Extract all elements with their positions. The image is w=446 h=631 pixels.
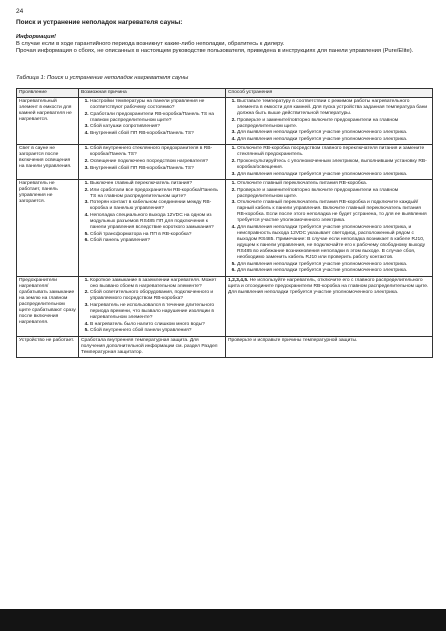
remedies-cell: Проверьте и исправьте причины температурной защиты. <box>226 336 433 357</box>
list-item: 3. Сбой катушки сопротивления? <box>90 124 223 130</box>
list-item: 1. Короткое замыкание в заземлении нагревателя. Может оно вызвано сбоем в нагревательном элементе? <box>90 278 223 290</box>
info-line-2: Прочая информация о сбоях, не описанных в настоящем руководстве пользователя, приведена в инструкциях для панели управления (Pure/Elite). <box>16 48 414 55</box>
list-item: 4. Неполадка специального выхода 12VDC на одном из модульных разъемов RS485 ПП для подключения к панели управления вследствие короткого замыкания? <box>90 213 223 231</box>
list-item: 1. Выключен главный переключатель питания? <box>90 181 223 187</box>
symptom-cell: Предохранители нагревателя/срабатывать замыкание на землю на главном распределительном щите срабатывают сразу после включения нагревателя. <box>17 276 79 336</box>
causes-cell <box>79 276 226 336</box>
list-item: 4. Для выявления неполадки требуется участие уполномоченного электрика. <box>237 137 430 143</box>
list-item: 2. Проверьте и замените/повторно включите предохранители на главном распределительном щите. <box>237 188 430 200</box>
table-row <box>17 145 433 180</box>
remedies-cell <box>226 180 433 277</box>
list-item: 1. Выставьте температуру в соответствии с режимом работы нагревательного элемента в емкости для камней. Для пуска устройства заданная температура бани должна быть выше действительной температуры. <box>237 99 430 117</box>
info-heading: Информация! <box>16 34 56 40</box>
remedies-lead: 1,2,3,4,5. <box>228 277 249 283</box>
table-row <box>17 276 433 336</box>
list-item: 1. Отключите главный переключатель питания RB-коробка. <box>237 181 430 187</box>
list-item: 2. Проконсультируйтесь с уполномоченным электриком, выполнившим установку RB-коробка/освещения. <box>237 159 430 171</box>
list-item: 2. Освещение подключено посредством нагревателя? <box>90 159 223 165</box>
table-row <box>17 336 433 357</box>
column-header: Способ устранения <box>226 89 433 98</box>
page-number: 24 <box>16 8 24 15</box>
causes-cell <box>79 180 226 277</box>
list-item: 5. Для выявления неполадки требуется участие уполномоченного электрика. <box>237 262 430 268</box>
list-item: 3. Нагреватель не использовался в течение длительного периода времени, что вызвало нарушение изоляции в нагревательном элементе? <box>90 303 223 321</box>
list-item: 5. Сбой внутреннего сбой панели управления? <box>90 328 223 334</box>
causes-cell <box>79 98 226 145</box>
list-item: 6. Сбой панель управления? <box>90 238 223 244</box>
page-title: Поиск и устранение неполадок нагревателя сауны: <box>16 19 183 26</box>
list-item: 3. Потерян контакт в кабельном соединении между RB-коробка и панелью управления? <box>90 200 223 212</box>
list-item: 1. Настройки температуры на панели управления не соответствуют рабочему состоянию? <box>90 99 223 111</box>
list-item: 3. Для выявления неполадки требуется участие уполномоченного электрика. <box>237 172 430 178</box>
list-item: 2. Сработали предохранители RB-коробка/Панель TS на главном распределительном щите? <box>90 112 223 124</box>
list-item: 5. Сбой трансформатора на ПП в RB-коробка? <box>90 232 223 238</box>
remedies-cell <box>226 98 433 145</box>
table-caption: Таблица 1: Поиск и устранение неполадок нагревателя сауны <box>16 75 189 81</box>
symptom-cell: Нагревательный элемент в емкости для камней нагревателя не нагревается. <box>17 98 79 145</box>
causes-cell <box>79 145 226 180</box>
table-header-row <box>17 89 433 98</box>
symptom-cell: Устройство не работает. <box>17 336 79 357</box>
causes-cell: Сработала внутренняя температурная защита. Для получения дополнительной информации см. раздел Раздел Температурная защитатор. <box>79 336 226 357</box>
remedies-text: Не используйте нагреватель, отключите его с главного распределительного щита и отсоедините предохранители RB-коробка на главном распределительном щите. Для выявления неполадки требуется участие уполномоченного электрика. <box>228 277 429 295</box>
remedies-cell <box>226 276 433 336</box>
info-line-1: В случае если в ходе гарантийного периода возникнут какие-либо неполадки, обратитесь к дилеру. <box>16 41 285 48</box>
list-item: 4. Для выявления неполадки требуется участие уполномоченного электрика, и неисправность выхода 12VDC указывает светодиод, расположенный рядом с выходом RS485. Примечание: В случае если неполадка возникает в кабеле RJ10, идущем к панели управления, не подключайте его к рабочему свободному выходу RS485 во избежание возникновения неполадки в этом выходе. В случае сбоя, необходимо заменить кабель RJ10 или проверить работу контактов. <box>237 225 430 261</box>
table-row <box>17 98 433 145</box>
table-row <box>17 180 433 277</box>
list-item: 3. Для выявления неполадки требуется участие уполномоченного электрика. <box>237 130 430 136</box>
list-item: 2. Сбой осветительного оборудования, подключенного и управляемого посредством RB-коробка? <box>90 290 223 302</box>
symptom-cell: Нагреватель не работает, панель управления не загорается. <box>17 180 79 277</box>
troubleshooting-table <box>16 88 433 358</box>
footer-bar <box>0 609 446 631</box>
list-item: 4. Внутренний сбой ПП RB-коробка/Панель TS? <box>90 131 223 137</box>
column-header: Проявление <box>17 89 79 98</box>
list-item: 1. Сбой внутреннего стеклянного предохранителя в RB-коробка/Панель TS? <box>90 146 223 158</box>
list-item: 1. Отключите RB-коробка посредством главного переключателя питания и замените стеклянный предохранитель. <box>237 146 430 158</box>
remedies-cell <box>226 145 433 180</box>
list-item: 3. Внутренний сбой ПП RB-коробка/Панель TS? <box>90 166 223 172</box>
list-item: 6. Для выявления неполадки требуется участие уполномоченного электрика. <box>237 268 430 274</box>
list-item: 4. В нагреватель было налито слишком много воды? <box>90 322 223 328</box>
list-item: 2. Проверьте и замените/повторно включите предохранители на главном распределительном щите. <box>237 118 430 130</box>
list-item: 3. Отключите главный переключатель питания RB-коробка и подключите каждый/парный кабель к панели управления. Включите главный переключатель питания RB-коробка. Если после этого неполадка не будет устранена, то для ее выявления требуется участие уполномоченного электрика. <box>237 200 430 224</box>
info-block <box>16 34 434 56</box>
column-header: Возможная причина <box>79 89 226 98</box>
list-item: 2. Или сработали все предохранители RB-коробка/Панель TS на главном распределительном щите? <box>90 188 223 200</box>
symptom-cell: Свет в сауне не загорается после включения освещения на панели управления. <box>17 145 79 180</box>
